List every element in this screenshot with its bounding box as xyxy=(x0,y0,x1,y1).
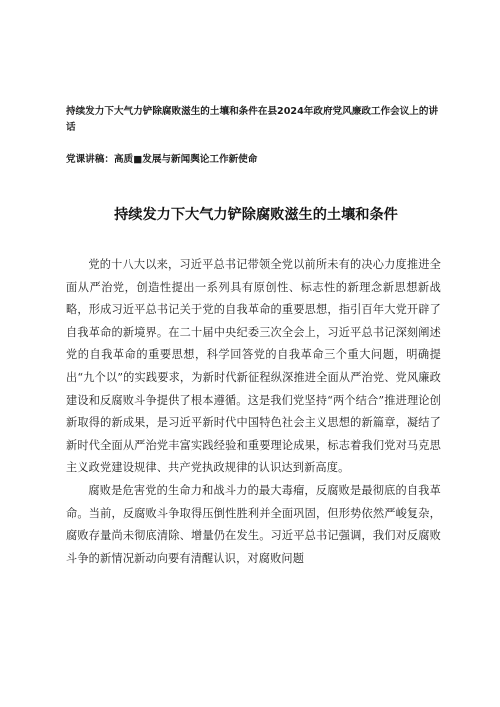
document-subheading: 党课讲稿：高质■发展与新闻舆论工作新使命 xyxy=(66,154,258,165)
article-body xyxy=(66,254,441,570)
body-paragraph: 腐败是危害党的生命力和战斗力的最大毒瘤，反腐败是最彻底的自我革命。当前，反腐败斗争取得压倒性胜利并全面巩固，但形势依然严峻复杂，腐败存量尚未彻底清除、增量仍在发生。习近平总书记强调，我们对反腐败斗争的新情况新动向要有清醒认识，对腐败问题 xyxy=(66,483,441,565)
body-paragraph: 党的十八大以来，习近平总书记带领全党以前所未有的决心力度推进全面从严治党，创造性提出一系列具有原创性、标志性的新理念新思想新战略，形成习近平总书记关于党的自我革命的重要思想，指引百年大党开辟了自我革命的新境界。在二十届中央纪委三次全会上，习近平总书记深刻阐述党的自我革命的重要思想，科学回答党的自我革命三个重大问题，明确提出“九个以”的实践要求，为新时代新征程纵深推进全面从严治党、党风廉政建设和反腐败斗争提供了根本遵循。这是我们党坚持“两个结合”推进理论创新取得的新成果，是习近平新时代中国特色社会主义思想的新篇章，凝结了新时代全面从严治党丰富实践经验和重要理论成果，标志着我们党对马克思主义政党建设规律、共产党执政规律的认识达到新高度。 xyxy=(66,258,441,475)
document-heading: 持续发力下大气力铲除腐败滋生的土壤和条件在县2024年政府党风廉政工作会议上的讲话 xyxy=(66,106,439,133)
article-title: 持续发力下大气力铲除腐败滋生的土壤和条件 xyxy=(114,207,398,223)
